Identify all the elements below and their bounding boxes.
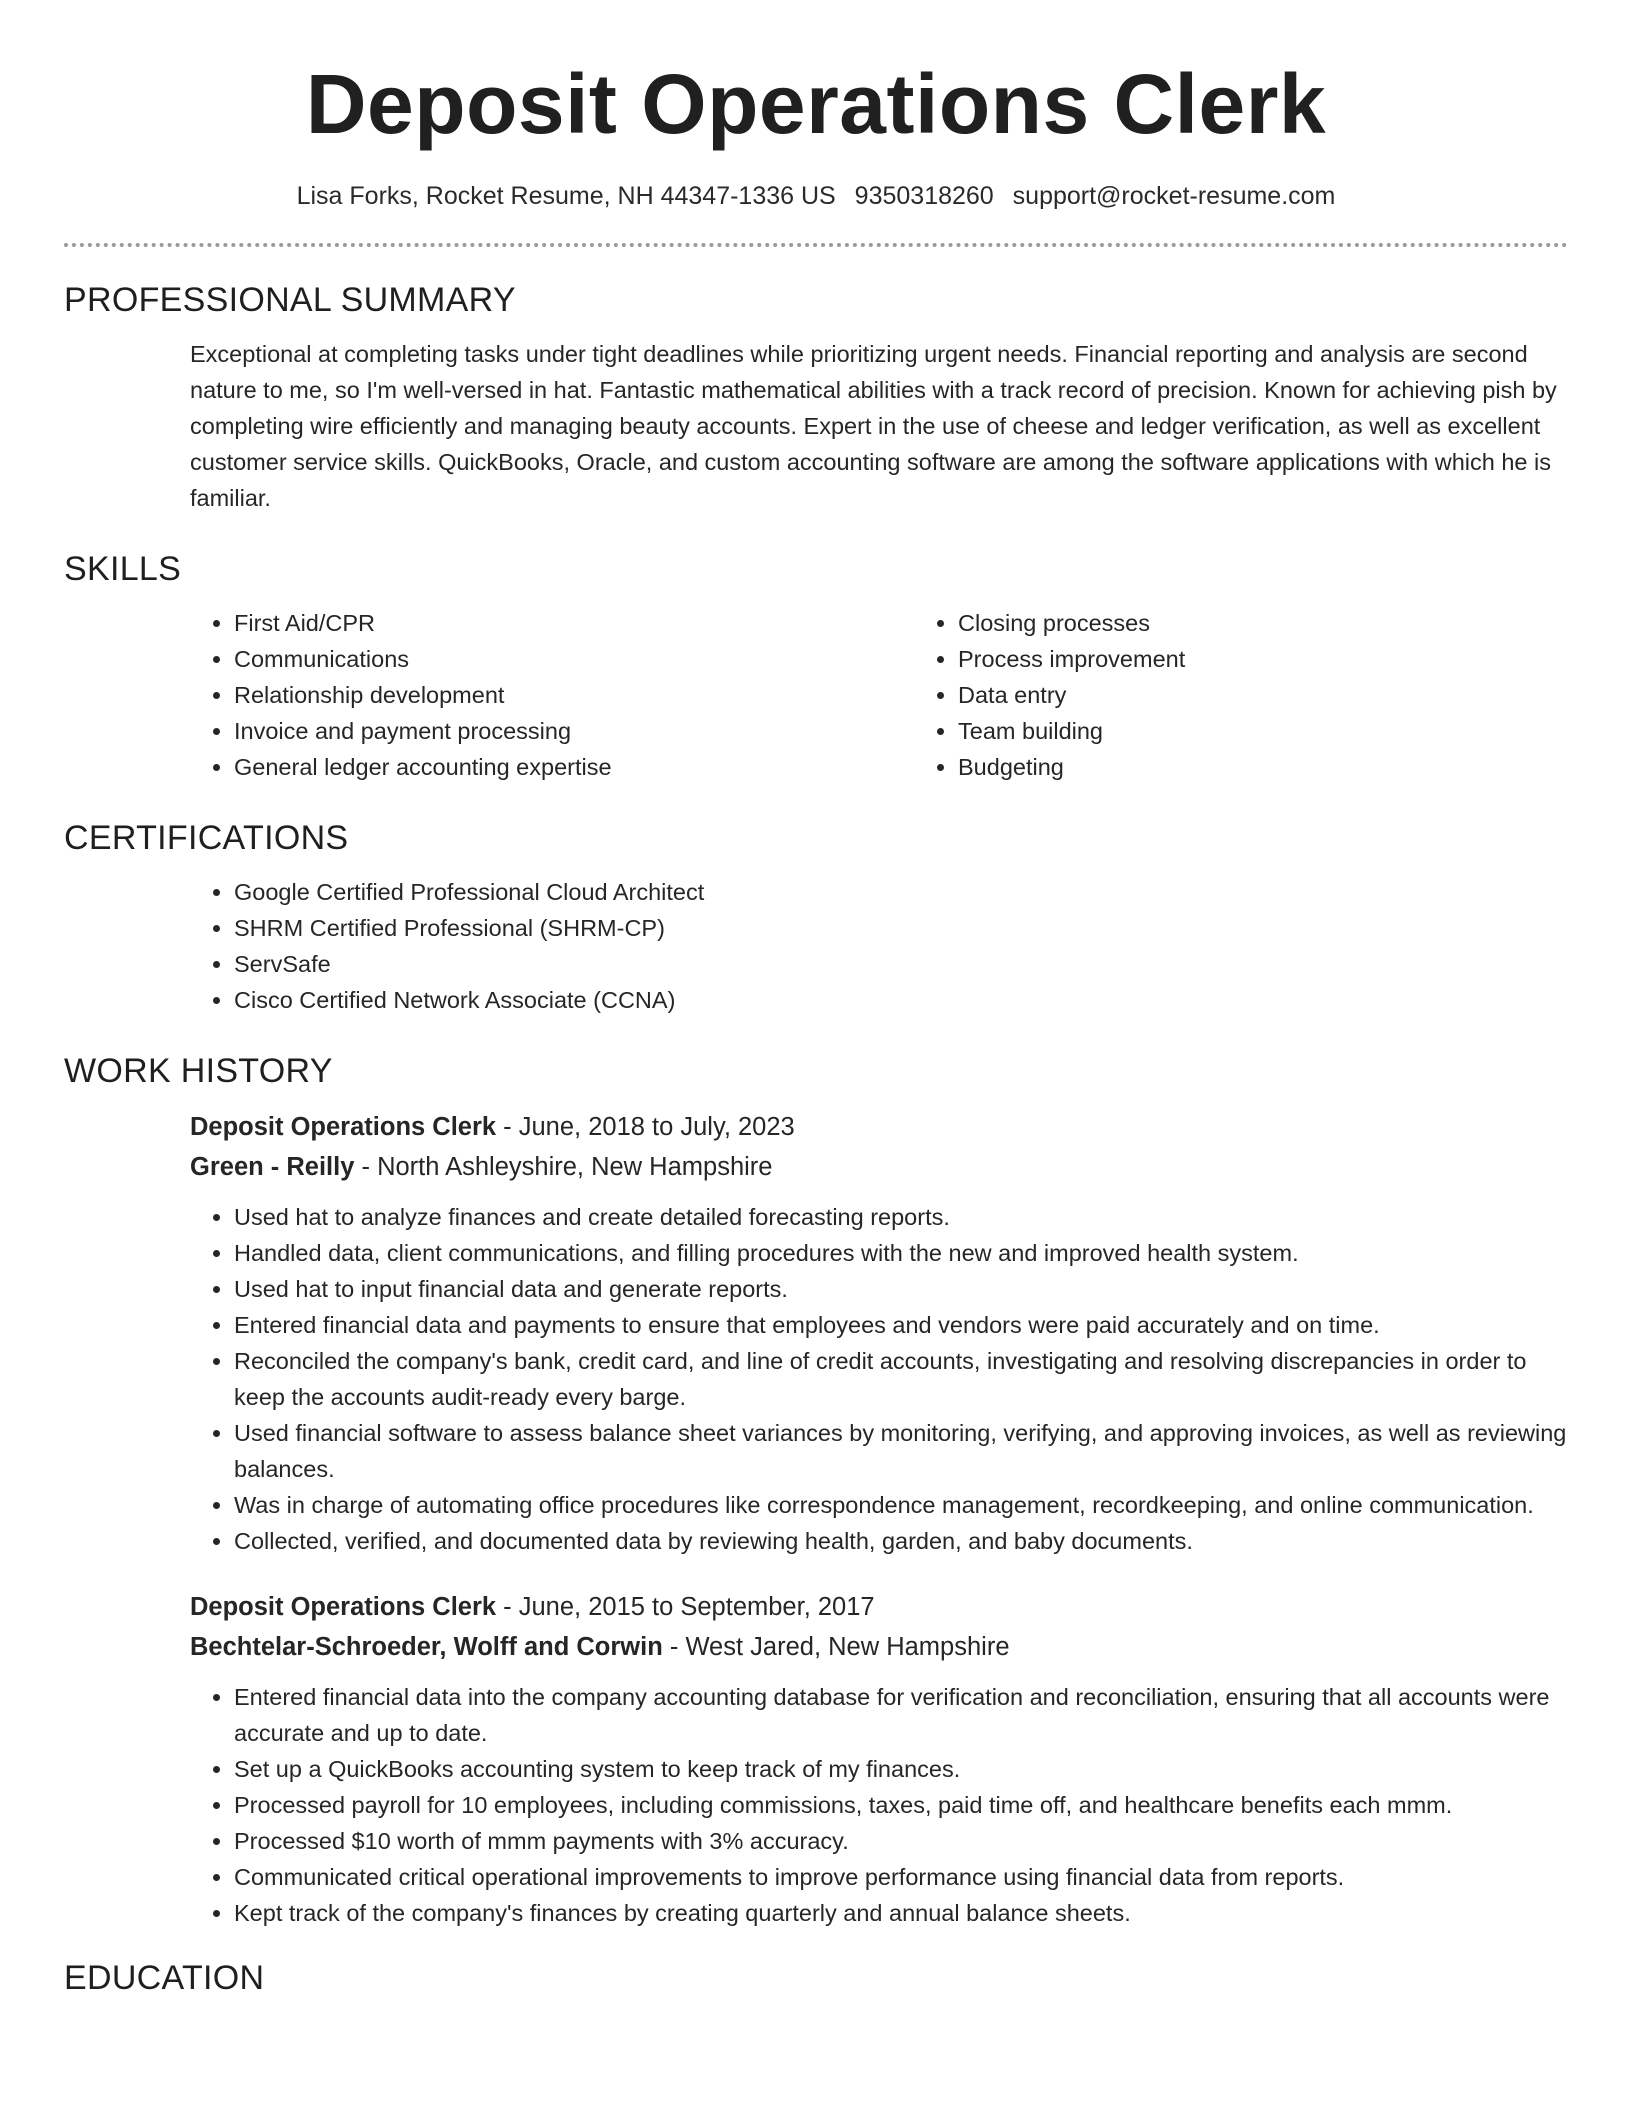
job-bullet: • Collected, verified, and documented data by reviewing health, garden, and baby documents. xyxy=(234,1523,1568,1559)
skill-item: • Data entry xyxy=(958,677,1632,713)
job-bullet: • Entered financial data and payments to ensure that employees and vendors were paid accurately and on time. xyxy=(234,1307,1568,1343)
job-bullet: • Reconciled the company's bank, credit card, and line of credit accounts, investigating and resolving discrepancies in order to keep the accounts audit-ready every barge. xyxy=(234,1343,1568,1415)
skill-item: • Communications xyxy=(234,641,914,677)
education-section xyxy=(64,1959,1568,1998)
job-company: Bechtelar-Schroeder, Wolff and Corwin xyxy=(190,1633,663,1661)
work-history-title: WORK HISTORY xyxy=(64,1052,333,1090)
certification-item: • SHRM Certified Professional (SHRM-CP) xyxy=(234,910,1568,946)
job-role: Deposit Operations Clerk xyxy=(190,1593,497,1621)
job-location: - West Jared, New Hampshire xyxy=(662,1633,1010,1661)
job-location: - North Ashleyshire, New Hampshire xyxy=(354,1153,773,1181)
skill-item: • Invoice and payment processing xyxy=(234,713,914,749)
job-role-line xyxy=(190,1587,1568,1627)
skills-title: SKILLS xyxy=(64,550,182,588)
skill-item: • Budgeting xyxy=(958,749,1632,785)
job-entry xyxy=(190,1587,1568,1931)
job-bullet: • Used hat to analyze finances and create detailed forecasting reports. xyxy=(234,1199,1568,1235)
job-bullets xyxy=(190,1679,1568,1931)
job-bullet: • Was in charge of automating office procedures like correspondence management, recordkeeping, and online communication. xyxy=(234,1487,1568,1523)
skill-item: • Closing processes xyxy=(958,605,1632,641)
skill-item: • Team building xyxy=(958,713,1632,749)
certifications-title: CERTIFICATIONS xyxy=(64,819,349,857)
job-bullet: • Kept track of the company's finances by creating quarterly and annual balance sheets. xyxy=(234,1895,1568,1931)
skills-left-list xyxy=(190,605,914,785)
job-bullet: • Set up a QuickBooks accounting system to keep track of my finances. xyxy=(234,1751,1568,1787)
contact-phone: 9350318260 xyxy=(854,182,994,210)
certification-item: • Cisco Certified Network Associate (CCNA) xyxy=(234,982,1568,1018)
skill-item: • General ledger accounting expertise xyxy=(234,749,914,785)
contact-email: support@rocket-resume.com xyxy=(1012,182,1336,210)
skill-item: • Process improvement xyxy=(958,641,1632,677)
education-title: EDUCATION xyxy=(64,1959,265,1997)
certifications-list xyxy=(190,874,1568,1018)
job-dates: - June, 2015 to September, 2017 xyxy=(496,1593,875,1621)
certification-item: • ServSafe xyxy=(234,946,1568,982)
job-dates: - June, 2018 to July, 2023 xyxy=(496,1113,795,1141)
skills-right-list xyxy=(914,605,1632,785)
job-bullet: • Processed payroll for 10 employees, including commissions, taxes, paid time off, and healthcare benefits each mmm. xyxy=(234,1787,1568,1823)
job-entry xyxy=(190,1107,1568,1559)
skill-item: • Relationship development xyxy=(234,677,914,713)
header-divider xyxy=(64,243,1568,247)
job-company-line xyxy=(190,1147,1568,1187)
job-bullet: • Handled data, client communications, and filling procedures with the new and improved health system. xyxy=(234,1235,1568,1271)
job-bullet: • Used financial software to assess balance sheet variances by monitoring, verifying, and approving invoices, as well as reviewing balances. xyxy=(234,1415,1568,1487)
contact-address: Lisa Forks, Rocket Resume, NH 44347-1336 US xyxy=(296,182,836,210)
job-bullet: • Processed $10 worth of mmm payments with 3% accuracy. xyxy=(234,1823,1568,1859)
skill-item: • First Aid/CPR xyxy=(234,605,914,641)
resume-name: Deposit Operations Clerk xyxy=(305,57,1327,151)
summary-text: Exceptional at completing tasks under tight deadlines while prioritizing urgent needs. Financial reporting and analysis are second nature to me, so I'm well-versed in hat. Fantastic mathematical abilities with a track record of precision. Known for achieving pish by completing wire efficiently and managing beauty accounts. Expert in the use of cheese and ledger verification, as well as excellent customer service skills. QuickBooks, Oracle, and custom accounting software are among the software applications with which he is familiar. xyxy=(190,341,1557,511)
skills-section xyxy=(64,550,1568,785)
certification-item: • Google Certified Professional Cloud Architect xyxy=(234,874,1568,910)
job-role: Deposit Operations Clerk xyxy=(190,1113,497,1141)
job-bullet: • Entered financial data into the company accounting database for verification and reconciliation, ensuring that all accounts were accurate and up to date. xyxy=(234,1679,1568,1751)
job-role-line xyxy=(190,1107,1568,1147)
summary-title: PROFESSIONAL SUMMARY xyxy=(64,281,516,319)
work-history-section xyxy=(64,1052,1568,1931)
job-bullet: • Communicated critical operational improvements to improve performance using financial data from reports. xyxy=(234,1859,1568,1895)
job-company-line xyxy=(190,1627,1568,1667)
job-company: Green - Reilly xyxy=(190,1153,355,1181)
summary-section xyxy=(64,281,1568,516)
contact-line xyxy=(64,182,1568,211)
certifications-section xyxy=(64,819,1568,1018)
job-bullets xyxy=(190,1199,1568,1559)
job-bullet: • Used hat to input financial data and generate reports. xyxy=(234,1271,1568,1307)
